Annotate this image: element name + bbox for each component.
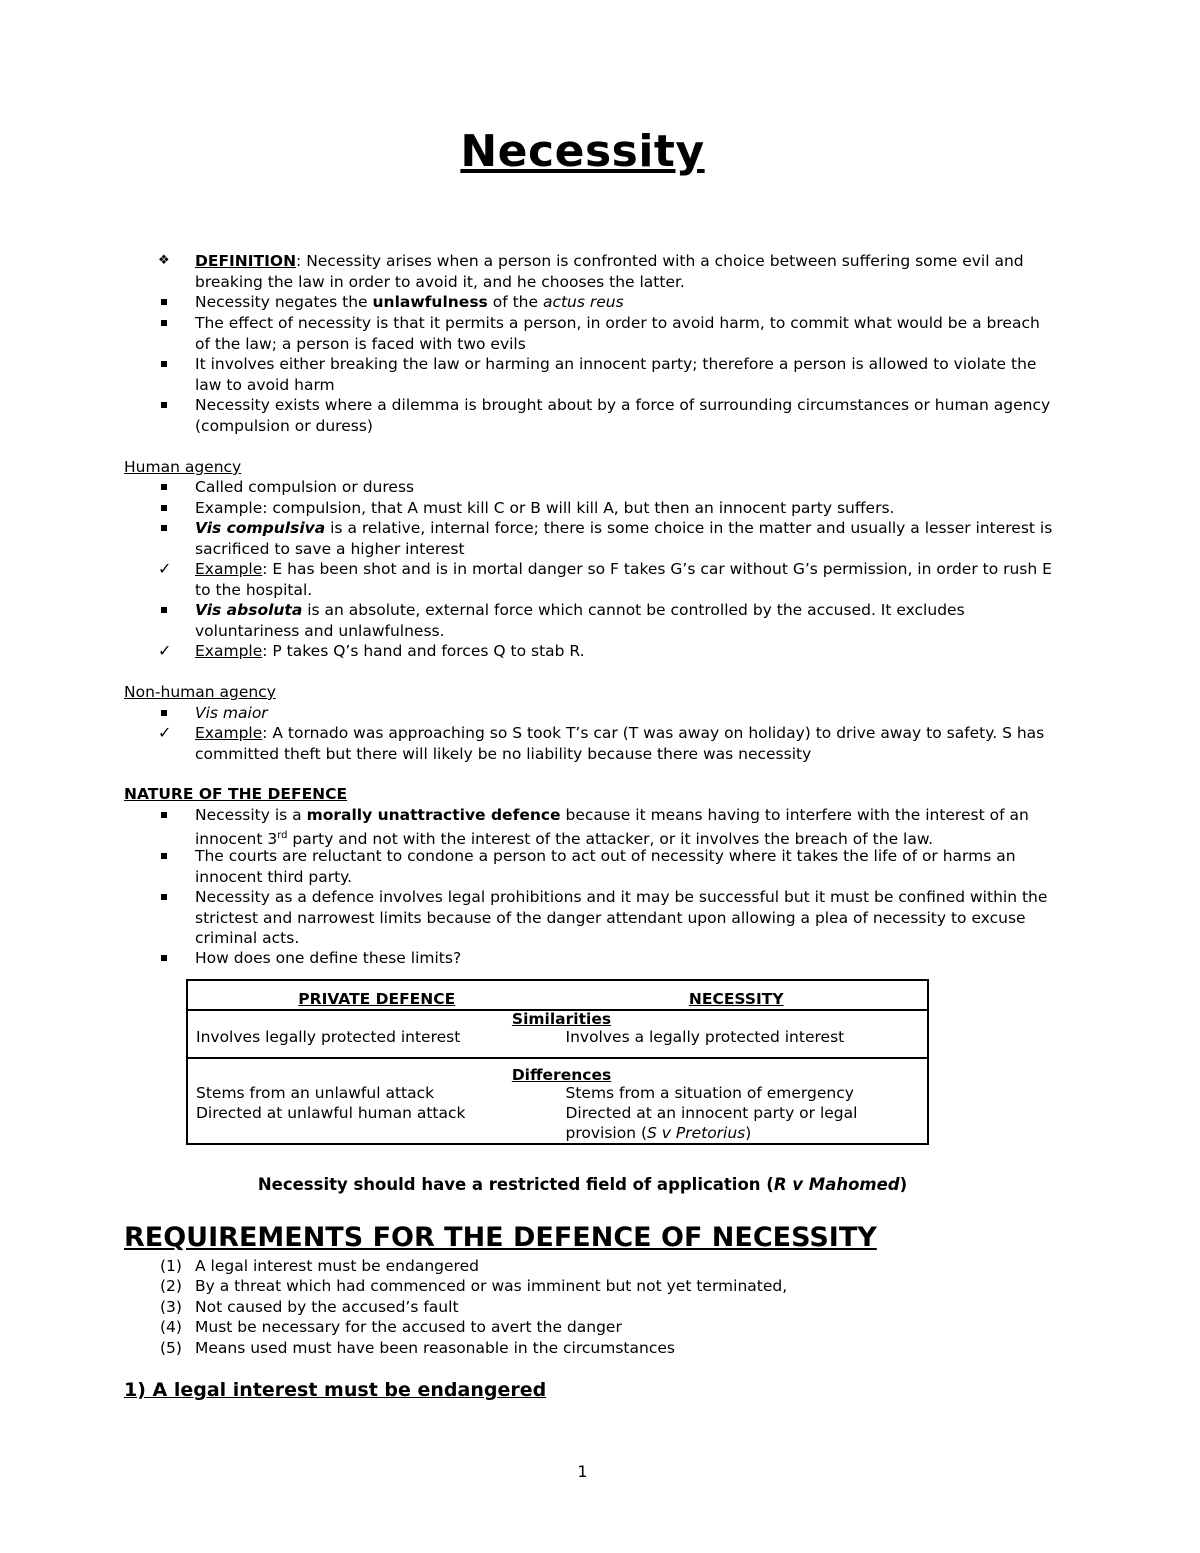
text: of the bbox=[487, 293, 543, 311]
list-item: Vis maior bbox=[195, 704, 268, 722]
list-item bbox=[195, 292, 1055, 313]
page-number: 1 bbox=[577, 1462, 588, 1481]
column-header: NECESSITY bbox=[688, 990, 784, 1008]
definition-label: DEFINITION bbox=[195, 252, 297, 270]
list-item: How does one define these limits? bbox=[195, 949, 462, 967]
text: because it means having to interfere with the interest of an innocent 3 bbox=[195, 806, 1029, 848]
text: party and not with the interest of the attacker, or it involves the breach of the law. bbox=[287, 829, 934, 848]
list-number: (4) bbox=[160, 1318, 182, 1336]
text: is an absolute, external force which cannot be controlled by the accused. It excludes voluntariness and unlawfulness. bbox=[195, 601, 965, 640]
list-item: Necessity as a defence involves legal prohibitions and it may be successful but it must be confined within the strictest and narrowest limits because of the danger attendant upon allowing a plea of necessity to excuse criminal acts. bbox=[195, 888, 1048, 947]
text: Directed at unlawful human attack bbox=[196, 1104, 466, 1122]
square-bullet-icon bbox=[158, 292, 178, 313]
section-heading-human-agency: Human agency bbox=[124, 458, 242, 476]
text-bold: morally unattractive defence bbox=[306, 806, 561, 824]
diamond-bullet-icon: ❖ bbox=[158, 253, 170, 268]
list-number: (3) bbox=[160, 1298, 182, 1316]
list-number: (5) bbox=[160, 1339, 182, 1357]
definition-text: : Necessity arises when a person is confronted with a choice between suffering some evil and breaking the law in order to avoid it, and he chooses the latter. bbox=[195, 252, 1024, 291]
square-bullet-icon bbox=[158, 887, 178, 908]
list-item: Called compulsion or duress bbox=[195, 478, 415, 496]
table-cell bbox=[558, 1083, 929, 1144]
text: : A tornado was approaching so S took T’s car (T was away on holiday) to drive away to safety. S has committed theft but there will likely be no liability because there was necessity bbox=[195, 724, 1045, 763]
square-bullet-icon bbox=[158, 354, 178, 375]
list-item: The effect of necessity is that it permits a person, in order to avoid harm, to commit what would be a breach of the law; a person is faced with two evils bbox=[195, 314, 1040, 353]
list-item: Necessity exists where a dilemma is brought about by a force of surrounding circumstances or human agency (compulsion or duress) bbox=[195, 396, 1051, 435]
case-name: S v Pretorius bbox=[647, 1124, 746, 1142]
example-item bbox=[195, 559, 1055, 600]
text: Directed at an innocent party or legal provision ( bbox=[565, 1104, 858, 1142]
list-item: Means used must have been reasonable in the circumstances bbox=[195, 1339, 675, 1357]
square-bullet-icon bbox=[158, 600, 178, 621]
term: Vis compulsiva bbox=[195, 519, 326, 537]
text: Stems from a situation of emergency bbox=[565, 1084, 854, 1102]
square-bullet-icon bbox=[158, 395, 178, 416]
comparison-table bbox=[186, 979, 929, 1145]
list-item: Example: compulsion, that A must kill C or B will kill A, but then an innocent party suffers. bbox=[195, 499, 895, 517]
section-heading-nature: NATURE OF THE DEFENCE bbox=[124, 785, 348, 803]
square-bullet-icon bbox=[158, 948, 178, 969]
example-label: Example bbox=[195, 560, 263, 578]
list-item: Not caused by the accused’s fault bbox=[195, 1298, 459, 1316]
column-header: PRIVATE DEFENCE bbox=[298, 990, 456, 1008]
table-row bbox=[187, 1010, 928, 1027]
list-item bbox=[195, 518, 1055, 559]
text: is a relative, internal force; there is some choice in the matter and usually a lesser interest is sacrificed to save a higher interest bbox=[195, 519, 1053, 558]
list-number: (1) bbox=[160, 1257, 182, 1275]
list-item: It involves either breaking the law or harming an innocent party; therefore a person is allowed to violate the law to avoid harm bbox=[195, 355, 1037, 394]
superscript: rd bbox=[277, 829, 288, 841]
requirements-heading: REQUIREMENTS FOR THE DEFENCE OF NECESSITY bbox=[124, 1222, 877, 1253]
list-item: A legal interest must be endangered bbox=[195, 1257, 479, 1275]
square-bullet-icon bbox=[158, 805, 178, 826]
section-heading-non-human-agency: Non-human agency bbox=[124, 683, 276, 701]
text: Necessity should have a restricted field of application ( bbox=[257, 1175, 774, 1194]
list-item bbox=[195, 805, 1055, 849]
text: ) bbox=[899, 1175, 908, 1194]
table-cell: Involves legally protected interest bbox=[196, 1028, 461, 1046]
subsection-heading: 1) A legal interest must be endangered bbox=[124, 1379, 547, 1401]
text-italic: actus reus bbox=[542, 293, 624, 311]
text: : E has been shot and is in mortal danger so F takes G’s car without G’s permission, in order to rush E to the hospital. bbox=[195, 560, 1052, 599]
table-header-row bbox=[187, 980, 928, 1010]
text-bold: unlawfulness bbox=[372, 293, 488, 311]
page-title: Necessity bbox=[460, 126, 705, 177]
example-item bbox=[195, 723, 1055, 764]
example-item bbox=[195, 641, 1055, 662]
list-item: By a threat which had commenced or was imminent but not yet terminated, bbox=[195, 1277, 788, 1295]
table-row bbox=[187, 1027, 928, 1058]
table-cell bbox=[187, 1083, 558, 1144]
example-label: Example bbox=[195, 724, 263, 742]
text: Stems from an unlawful attack bbox=[196, 1084, 435, 1102]
definition-paragraph bbox=[195, 251, 1055, 292]
square-bullet-icon bbox=[158, 477, 178, 498]
table-row bbox=[187, 1083, 928, 1144]
list-item: The courts are reluctant to condone a person to act out of necessity where it takes the life of or harms an innocent third party. bbox=[195, 847, 1016, 886]
checkmark-icon: ✓ bbox=[158, 559, 172, 578]
example-label: Example bbox=[195, 642, 263, 660]
text: ) bbox=[745, 1124, 752, 1142]
table-row bbox=[187, 1058, 928, 1083]
square-bullet-icon bbox=[158, 846, 178, 867]
square-bullet-icon bbox=[158, 313, 178, 334]
case-name: R v Mahomed bbox=[773, 1175, 900, 1194]
list-number: (2) bbox=[160, 1277, 182, 1295]
text: : P takes Q’s hand and forces Q to stab R. bbox=[262, 642, 585, 660]
square-bullet-icon bbox=[158, 518, 178, 539]
checkmark-icon: ✓ bbox=[158, 641, 172, 660]
text: Necessity is a bbox=[195, 806, 307, 824]
square-bullet-icon bbox=[158, 703, 178, 724]
list-item: Must be necessary for the accused to avert the danger bbox=[195, 1318, 622, 1336]
similarities-label: Similarities bbox=[187, 1010, 928, 1027]
conclusion-statement bbox=[0, 1175, 1165, 1194]
checkmark-icon: ✓ bbox=[158, 723, 172, 742]
text: Necessity negates the bbox=[195, 293, 373, 311]
term: Vis absoluta bbox=[195, 601, 303, 619]
differences-label: Differences bbox=[187, 1058, 928, 1083]
text bbox=[566, 1103, 928, 1143]
table-cell: Involves a legally protected interest bbox=[565, 1028, 845, 1046]
list-item bbox=[195, 600, 1055, 641]
square-bullet-icon bbox=[158, 498, 178, 519]
